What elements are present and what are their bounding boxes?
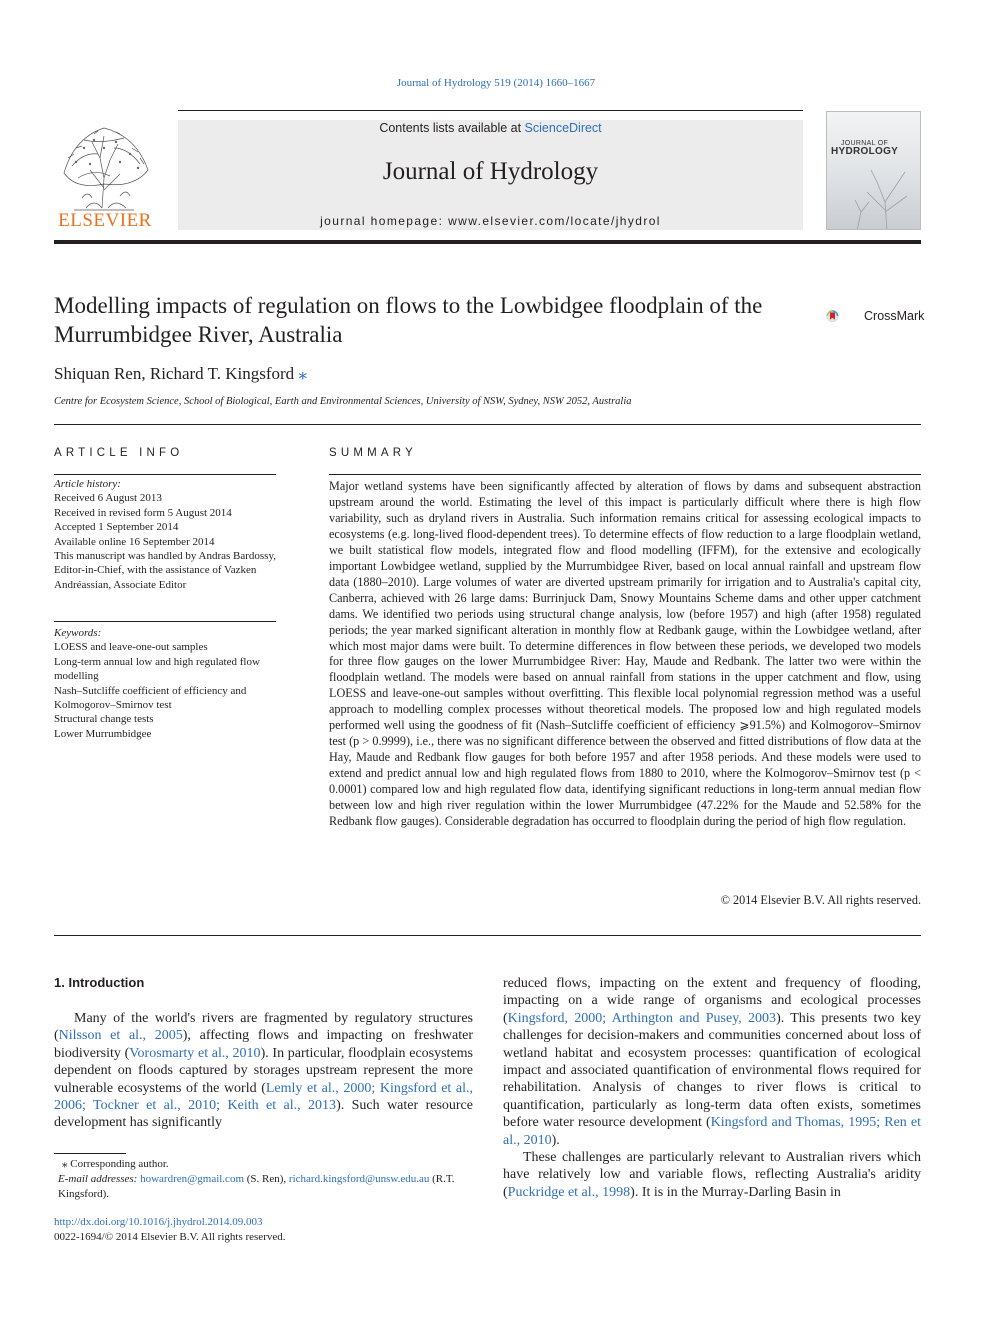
citation-link[interactable]: Puckridge et al., 1998 xyxy=(507,1184,631,1200)
article-history-label: Article history: xyxy=(54,478,121,490)
journal-title: Journal of Hydrology xyxy=(382,158,599,185)
article-info-rule xyxy=(54,474,276,475)
homepage-prefix: journal homepage: xyxy=(320,214,449,228)
footnote-corresponding xyxy=(54,1157,473,1172)
intro-right-column xyxy=(503,975,921,1201)
citation-link[interactable]: Nilsson et al., 2005 xyxy=(58,1028,183,1044)
contents-line xyxy=(178,121,803,135)
keywords-label: Keywords: xyxy=(54,627,102,639)
text-span: ). It is in the Murray-Darling Basin in xyxy=(630,1184,841,1200)
article-history xyxy=(54,477,279,592)
keywords-rule xyxy=(54,621,276,622)
elsevier-wordmark: ELSEVIER xyxy=(58,210,152,231)
corresponding-author-mark[interactable]: ⁎ xyxy=(298,364,307,383)
keyword-item: Structural change tests xyxy=(54,713,154,726)
keyword-item: Lower Murrumbidgee xyxy=(54,727,152,740)
intro-paragraph xyxy=(503,1149,921,1201)
author-names: Shiquan Ren, Richard T. Kingsford xyxy=(54,364,295,383)
issn-copyright: 0022-1694/© 2014 Elsevier B.V. All rights reserved. xyxy=(54,1231,286,1243)
intro-paragraph xyxy=(503,975,921,1149)
history-item: Received in revised form 5 August 2014 xyxy=(54,506,232,519)
keywords xyxy=(54,626,279,741)
crossmark-label[interactable]: CrossMark xyxy=(864,309,925,323)
citation-link[interactable]: Kingsford, 2000; Arthington and Pusey, 2003 xyxy=(507,1010,777,1026)
journal-citation-link[interactable]: Journal of Hydrology 519 (2014) 1660–1667 xyxy=(396,77,596,89)
footnote-corresponding-text: Corresponding author. xyxy=(70,1158,169,1170)
author-list xyxy=(54,364,307,384)
text-span: ). xyxy=(551,1132,560,1148)
history-item: Received 6 August 2013 xyxy=(54,492,162,505)
article-info-heading: ARTICLE INFO xyxy=(54,447,184,459)
history-item: This manuscript was handled by Andras Bardossy, Editor-in-Chief, with the assistance of Vazken Andréassian, Associate Editor xyxy=(54,550,277,591)
citation-link[interactable]: Lemly et al., 2000; Kingsford et al., 2006; Tockner et al., 2010; Keith et al., 2013 xyxy=(54,1080,473,1114)
header-rule xyxy=(178,110,803,111)
text-span: ). Such water resource development has significantly xyxy=(54,1098,473,1131)
header-thick-rule xyxy=(54,240,921,244)
email-owner: (S. Ren), xyxy=(244,1173,289,1185)
history-item: Available online 16 September 2014 xyxy=(54,535,215,548)
intro-left-column xyxy=(54,1010,473,1132)
abstract-end-rule xyxy=(54,935,921,936)
journal-homepage xyxy=(178,214,803,228)
affiliation-rule xyxy=(54,424,921,425)
footnote xyxy=(54,1157,473,1202)
summary-heading: SUMMARY xyxy=(329,447,417,459)
crossmark-icon[interactable] xyxy=(826,298,862,334)
history-item: Accepted 1 September 2014 xyxy=(54,521,179,534)
affiliation: Centre for Ecosystem Science, School of Biological, Earth and Environmental Sciences, University of NSW, Sydney, NSW 2052, Australia xyxy=(54,396,632,407)
citation-link[interactable]: Kingsford and Thomas, 1995; Ren et al., 2010 xyxy=(503,1115,921,1148)
journal-cover-image xyxy=(826,111,921,230)
footnote-rule xyxy=(54,1153,126,1154)
email-link[interactable]: howardren@gmail.com xyxy=(140,1173,244,1185)
text-span: reduced flows, impacting on the extent and frequency of flooding, impacting on a wide range of organisms and ecological processes ( xyxy=(503,976,921,1026)
text-span: ). This presents two key challenges for decision-makers and communities concerned about loss of wetland habitat and ecosystem processes: quantification of ecological impact and associated quantification of environmental flows required for rehabilitation. Analysis of changes to river flows is critical to quantification, particularly as long-term data often exists, sometimes before water resource development ( xyxy=(503,1010,921,1131)
keyword-item: LOESS and leave-one-out samples xyxy=(54,641,208,654)
summary-copyright: © 2014 Elsevier B.V. All rights reserved. xyxy=(720,893,921,907)
contents-prefix: Contents lists available at xyxy=(379,121,525,135)
email-owner: (R.T. Kingsford). xyxy=(58,1173,455,1200)
footnote-emails xyxy=(54,1172,473,1202)
cover-title-line1: JOURNAL OF xyxy=(841,140,889,147)
summary-rule xyxy=(329,474,921,475)
article-title: Modelling impacts of regulation on flows to the Lowbidgee floodplain of the Murrumbidgee River, Australia xyxy=(54,293,763,347)
cover-title xyxy=(831,140,918,156)
intro-paragraph xyxy=(54,1010,473,1132)
keyword-item: Nash–Sutcliffe coefficient of efficiency and Kolmogorov–Smirnov test xyxy=(54,684,247,712)
email-label: E-mail addresses: xyxy=(58,1173,138,1185)
sciencedirect-link[interactable]: ScienceDirect xyxy=(524,121,602,135)
email-link[interactable]: richard.kingsford@unsw.edu.au xyxy=(288,1173,430,1185)
citation-link[interactable]: Vorosmarty et al., 2010 xyxy=(129,1045,261,1061)
text-span: ). In particular, floodplain ecosystems dependent on floods captured by storages upstream represent the more vulnerable ecosystems of the world ( xyxy=(54,1045,473,1096)
journal-banner xyxy=(178,120,803,230)
cover-title-line2: HYDROLOGY xyxy=(831,146,899,157)
keyword-item: Long-term annual low and high regulated flow modelling xyxy=(54,655,260,683)
text-span: These challenges are particularly relevant to Australian rivers which have relatively low and variable flows, reflecting Australia's aridity ( xyxy=(503,1150,921,1200)
text-span: ), affecting flows and impacting on freshwater biodiversity ( xyxy=(54,1028,473,1061)
text-span: Many of the world's rivers are fragmented by regulatory structures ( xyxy=(54,1011,473,1044)
doi-link[interactable]: http://dx.doi.org/10.1016/j.jhydrol.2014.09.003 xyxy=(54,1216,263,1228)
homepage-url[interactable]: www.elsevier.com/locate/jhydrol xyxy=(448,214,661,228)
section-heading-introduction: 1. Introduction xyxy=(54,975,145,990)
footnote-mark: ⁎ xyxy=(62,1158,68,1170)
summary-text: Major wetland systems have been significantly affected by alteration of flows by dams and subsequent abstraction upstream around the world. Estimating the level of this impact is particularly difficult where there is high flow variability, such as dryland rivers in Australia. Such information remains critical for assessing ecological impacts to ecosystems (e.g. long-lived flood-dependent trees). To determine effects of flow reduction to a large floodplain wetland, we built statistical flow models, integrated flow and flood modelling (IFFM), for the extensive and ecologically important Lowbidgee wetland, supplied by the Murrumbidgee River, based on local annual rainfall and upstream flow data (1880–2010). Large volumes of water are diverted upstream primarily for irrigation and to Australia's capital city, Canberra, achieved with 26 large dams: Burrinjuck Dam, Snowy Mountains Scheme dams and other upper catchment dams. We identified two periods using structural change analysis, low (before 1957) and high (after 1958) regulated periods; the year marked significant alteration in monthly flow at Redbank gauge, within the Lowbidgee wetland, after which most major dams were built. To determine differences in flow between these periods, we developed two models for three flow gauges on the lower Murrumbidgee River: Hay, Maude and Redbank. The latter two were within the floodplain wetland. The models were based on annual rainfall from stations in the upper catchment and flow, using LOESS and leave-one-out samples without overfitting. This flexible local polynomial regression method was a useful approach to modelling complex processes without theoretical models. The proposed low and high regulated models performed well using the goodness of fit (Nash–Sutcliffe coefficient of efficiency ⩾91.5%) and Kolmogorov–Smirnov test (p > 0.9999), i.e., there was no significant difference between the observed and fitted distributions of flow data at the Hay, Maude and Redbank flow gauges for both before 1957 and after 1958 periods. And these models were used to extend and predict annual low and high regulated flows from 1880 to 2010, where the Kolmogorov–Smirnov test (p < 0.0001) compared low and high regulated flow data, identifying significant reductions in long-term annual median flow between low and high river regulation within the lower Murrumbidgee (47.22% for the Maude and 52.58% for the Redbank flow gauges). Considerable degradation has occurred to floodplain during the period of high flow regulation. xyxy=(329,479,921,829)
cover-tree-graphic-icon xyxy=(827,162,921,230)
